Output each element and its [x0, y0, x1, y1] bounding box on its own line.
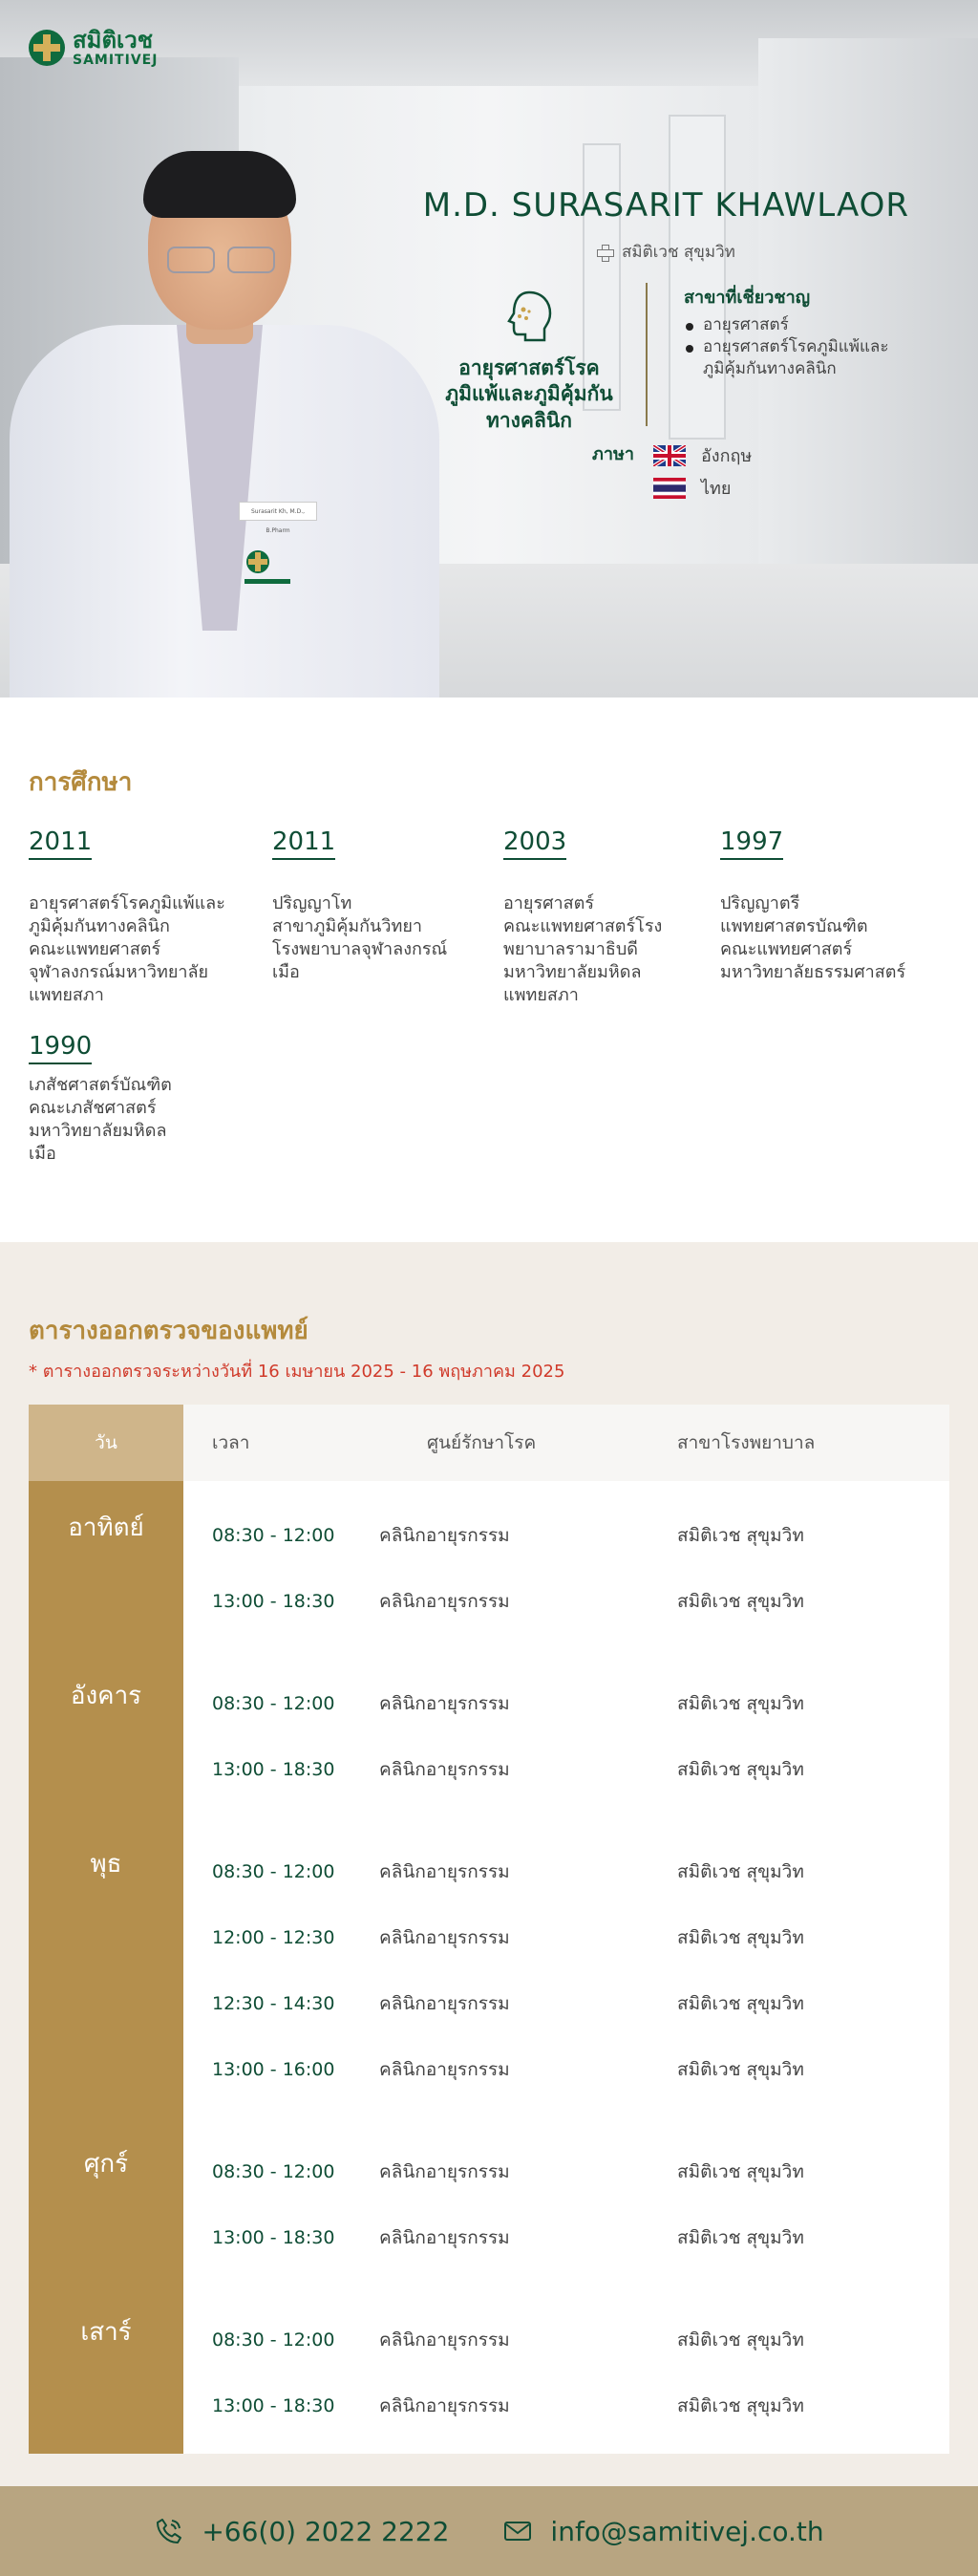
slot-center: คลินิกอายุรกรรม — [379, 1590, 510, 1612]
slot-center: คลินิกอายุรกรรม — [379, 1524, 510, 1546]
slot-time: 08:30 - 12:00 — [212, 2329, 335, 2351]
education-line: มหาวิทยาลัยมหิดล — [29, 1121, 167, 1142]
table-row — [183, 2204, 949, 2270]
slot-branch: สมิติเวช สุขุมวิท — [677, 1590, 804, 1612]
specialty-line: ภูมิแพ้และภูมิคุ้มกัน — [445, 382, 613, 406]
education-line: มหาวิทยาลัยมหิดล — [503, 962, 642, 983]
day-label: อังคาร — [29, 1649, 183, 1817]
slot-time: 13:00 - 18:30 — [212, 2394, 335, 2416]
slot-branch: สมิติเวช สุขุมวิท — [677, 2394, 804, 2416]
header-time: เวลา — [212, 1432, 250, 1453]
education-item — [503, 827, 742, 1008]
schedule-table-header — [29, 1405, 949, 1481]
education-line: เมือ — [29, 1144, 56, 1165]
specialty-line: ทางคลินิก — [486, 408, 572, 432]
education-line: ปริญญาตรี — [720, 893, 800, 913]
education-line: ปริญญาโท — [272, 893, 352, 913]
slot-time: 08:30 - 12:00 — [212, 1692, 335, 1714]
education-year: 1997 — [720, 827, 783, 860]
slot-branch: สมิติเวช สุขุมวิท — [677, 1860, 804, 1882]
education-year: 1990 — [29, 1032, 92, 1064]
slot-branch: สมิติเวช สุขุมวิท — [677, 1524, 804, 1546]
slot-time: 12:30 - 14:30 — [212, 1992, 335, 2014]
divider — [646, 283, 648, 426]
language-english: อังกฤษ — [701, 446, 753, 466]
day-label: ศุกร์ — [29, 2117, 183, 2286]
email-link[interactable] — [502, 2516, 823, 2547]
language-label: ภาษา — [592, 444, 634, 464]
slot-center: คลินิกอายุรกรรม — [379, 1860, 510, 1882]
slot-center: คลินิกอายุรกรรม — [379, 2058, 510, 2080]
coat-logo-icon — [239, 545, 296, 592]
education-section — [0, 698, 978, 1242]
language-thai: ไทย — [701, 479, 732, 499]
slot-time: 13:00 - 18:30 — [212, 1590, 335, 1612]
slot-time: 13:00 - 16:00 — [212, 2058, 335, 2080]
slot-branch: สมิติเวช สุขุมวิท — [677, 1692, 804, 1714]
slot-center: คลินิกอายุรกรรม — [379, 2226, 510, 2248]
phone-icon — [154, 2516, 184, 2546]
education-line: คณะเภสัชศาสตร์ — [29, 1098, 157, 1119]
slot-center: คลินิกอายุรกรรม — [379, 1758, 510, 1780]
expertise-item: อายุรศาสตร์ — [684, 314, 932, 336]
day-label: เสาร์ — [29, 2286, 183, 2454]
education-item — [29, 1032, 267, 1166]
slot-center: คลินิกอายุรกรรม — [379, 2329, 510, 2351]
branch-text: สมิติเวช สุขุมวิท — [622, 243, 735, 262]
education-line: แพทยศาสตรบัณฑิต — [720, 916, 868, 937]
schedule-note: * ตารางออกตรวจระหว่างวันที่ 16 เมษายน 2025 - 16 พฤษภาคม 2025 — [29, 1362, 565, 1382]
doctor-photo — [10, 143, 439, 698]
table-row — [183, 1670, 949, 1736]
day-label: พุธ — [29, 1817, 183, 2117]
slot-branch: สมิติเวช สุขุมวิท — [677, 2329, 804, 2351]
education-line: มหาวิทยาลัยธรรมศาสตร์ — [720, 962, 906, 983]
education-line: จุฬาลงกรณ์มหาวิทยาลัย — [29, 962, 209, 983]
email-address: info@samitivej.co.th — [550, 2515, 824, 2547]
schedule-table — [29, 1405, 949, 2454]
education-year: 2011 — [29, 827, 92, 860]
doctor-name: M.D. SURASARIT KHAWLAOR — [422, 186, 909, 225]
education-line: แพทยสภา — [29, 985, 104, 1006]
mail-icon — [502, 2516, 533, 2546]
education-line: โรงพยาบาลจุฬาลงกรณ์ — [272, 939, 448, 960]
education-item — [272, 827, 511, 984]
uk-flag-icon — [653, 445, 686, 466]
education-line: แพทยสภา — [503, 985, 579, 1006]
expertise-title: สาขาที่เชี่ยวชาญ — [684, 288, 811, 308]
table-row — [183, 2036, 949, 2102]
education-line: คณะแพทยศาสตร์โรง — [503, 916, 663, 937]
education-year: 2011 — [272, 827, 335, 860]
slot-branch: สมิติเวช สุขุมวิท — [677, 1758, 804, 1780]
education-line: ภูมิคุ้มกันทางคลินิก — [29, 916, 170, 937]
thai-flag-icon — [653, 478, 686, 499]
expertise-block — [684, 283, 932, 380]
slot-center: คลินิกอายุรกรรม — [379, 1926, 510, 1948]
language-row — [653, 474, 731, 502]
education-year: 2003 — [503, 827, 566, 860]
education-line: อายุรศาสตร์ — [503, 893, 595, 913]
header-branch: สาขาโรงพยาบาล — [677, 1432, 816, 1453]
language-row — [653, 441, 752, 469]
slot-branch: สมิติเวช สุขุมวิท — [677, 2160, 804, 2182]
samitivej-cross-icon — [29, 30, 65, 66]
slot-time: 13:00 - 18:30 — [212, 1758, 335, 1780]
hospital-cross-icon — [597, 245, 612, 260]
expertise-item: อายุรศาสตร์โรคภูมิแพ้และภูมิคุ้มกันทางคลินิก — [684, 336, 932, 380]
schedule-day-group — [29, 2286, 949, 2454]
schedule-day-group — [29, 1649, 949, 1817]
education-item — [29, 827, 267, 1008]
schedule-day-group — [29, 1817, 949, 2117]
table-row — [183, 2307, 949, 2372]
phone-link[interactable] — [154, 2516, 449, 2547]
slot-branch: สมิติเวช สุขุมวิท — [677, 1992, 804, 2014]
education-line: อายุรศาสตร์โรคภูมิแพ้และ — [29, 893, 225, 913]
slot-center: คลินิกอายุรกรรม — [379, 2394, 510, 2416]
hallway-door — [669, 115, 726, 440]
slot-branch: สมิติเวช สุขุมวิท — [677, 2226, 804, 2248]
slot-center: คลินิกอายุรกรรม — [379, 1992, 510, 2014]
contact-footer — [0, 2486, 978, 2576]
slot-branch: สมิติเวช สุขุมวิท — [677, 2058, 804, 2080]
table-row — [183, 1970, 949, 2036]
table-row — [183, 1568, 949, 1634]
name-badge: Surasarit Kh, M.D., B.Pharm — [239, 502, 317, 521]
slot-branch: สมิติเวช สุขุมวิท — [677, 1926, 804, 1948]
education-line: เมือ — [272, 962, 300, 983]
education-line: พยาบาลรามาธิบดี — [503, 939, 638, 960]
phone-number: +66(0) 2022 2222 — [202, 2515, 450, 2547]
slot-time: 08:30 - 12:00 — [212, 1524, 335, 1546]
header-center: ศูนย์รักษาโรค — [427, 1432, 537, 1453]
education-line: คณะแพทยศาสตร์ — [29, 939, 161, 960]
schedule-section — [0, 1242, 978, 2486]
schedule-day-group — [29, 1481, 949, 1649]
table-row — [183, 1736, 949, 1802]
day-label: อาทิตย์ — [29, 1481, 183, 1649]
specialty-line: อายุรศาสตร์โรค — [458, 356, 600, 379]
slot-center: คลินิกอายุรกรรม — [379, 1692, 510, 1714]
slot-time: 08:30 - 12:00 — [212, 1860, 335, 1882]
slot-time: 13:00 - 18:30 — [212, 2226, 335, 2248]
education-line: สาขาภูมิคุ้มกันวิทยา — [272, 916, 422, 937]
schedule-title: ตารางออกตรวจของแพทย์ — [29, 1317, 308, 1345]
table-row — [183, 2138, 949, 2204]
table-row — [183, 1502, 949, 1568]
doctor-hero — [0, 0, 978, 698]
logo-thai-text: สมิติเวช — [73, 27, 154, 54]
doctor-branch — [597, 239, 735, 265]
slot-time: 12:00 - 12:30 — [212, 1926, 335, 1948]
table-row — [183, 2372, 949, 2438]
table-row — [183, 1838, 949, 1904]
education-title: การศึกษา — [29, 768, 133, 797]
education-item — [720, 827, 959, 984]
slot-center: คลินิกอายุรกรรม — [379, 2160, 510, 2182]
specialty-block — [428, 287, 630, 434]
slot-time: 08:30 - 12:00 — [212, 2160, 335, 2182]
education-line: คณะแพทยศาสตร์ — [720, 939, 853, 960]
samitivej-logo[interactable] — [29, 29, 158, 67]
logo-english-text: SAMITIVEJ — [73, 53, 159, 68]
table-row — [183, 1904, 949, 1970]
schedule-day-group — [29, 2117, 949, 2286]
education-line: เภสัชศาสตร์บัณฑิต — [29, 1075, 172, 1095]
header-day: วัน — [29, 1405, 183, 1481]
head-profile-icon — [500, 287, 558, 344]
